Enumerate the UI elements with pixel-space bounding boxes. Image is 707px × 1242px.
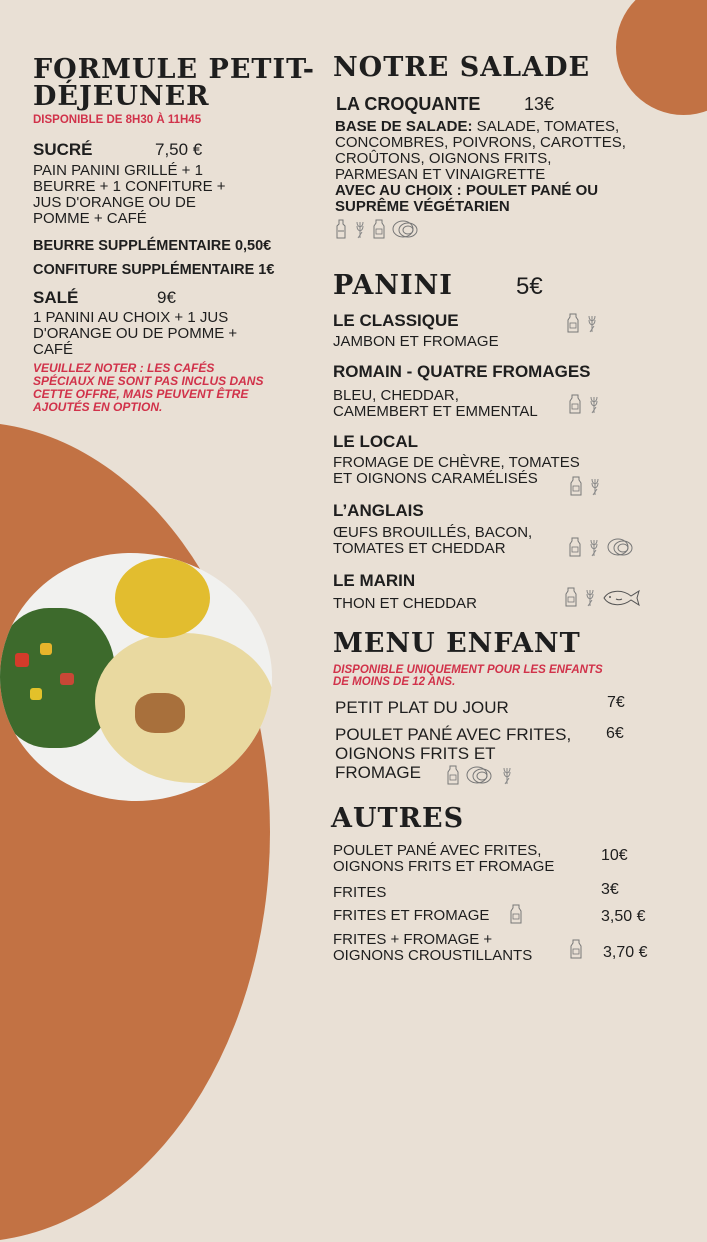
salad-section [333,54,663,244]
item-price: 7,50 € [155,140,203,159]
item-name: SUCRÉ [33,140,93,159]
decorative-arc [0,422,270,1242]
allergen-icons [567,394,602,414]
name-line: POULET PANÉ AVEC FRITES, [335,725,572,744]
mustard-icon [333,219,349,239]
milk-icon [563,587,579,607]
wheat-icon [582,587,598,607]
desc-line: ET OIGNONS CARAMÉLISÉS [333,470,538,487]
egg-icon [464,765,496,785]
milk-icon [567,394,583,414]
desc-line: PAIN PANINI GRILLÉ + 1 [33,162,203,179]
others-item [333,881,663,901]
milk-icon [445,765,461,785]
kids-section [333,630,663,688]
coffee-note [33,362,328,414]
allergen-icons [508,904,524,924]
pepper-graphic [30,688,42,700]
panini-header [333,272,663,301]
desc-line: PARMESAN ET VINAIGRETTE [335,166,546,183]
name-line: POULET PANÉ AVEC FRITES, [333,842,542,859]
tomato-graphic [15,653,29,667]
item-name: SALÉ [33,288,79,307]
title-line: FORMULE PETIT- [33,54,315,85]
desc-line: D'ORANGE OU DE POMME + [33,325,238,342]
savory-header [33,288,328,308]
item-price: 3,70 € [603,944,648,961]
desc-line: ŒUFS BROUILLÉS, BACON, [333,524,533,541]
panini-item [333,311,663,350]
note-line: VEUILLEZ NOTER : LES CAFÉS [33,361,215,375]
note-line: DISPONIBLE UNIQUEMENT POUR LES ENFANTS [333,664,603,676]
desc-line: JUS D'ORANGE OU DE [33,194,196,211]
sweet-header [33,140,328,160]
milk-icon [565,313,581,333]
note-line: DE MOINS DE 12 ANS. [333,676,456,688]
others-item [333,908,663,924]
item-description [333,119,663,215]
note-line: SPÉCIAUX NE SONT PAS INCLUS DANS [33,374,264,388]
wheat-icon [584,313,600,333]
desc-line: TOMATES ET CHEDDAR [333,540,506,557]
others-item [333,843,663,875]
item-price: 9€ [157,288,176,307]
title-line: DÉJEUNER [33,81,210,112]
kids-item [335,694,665,718]
item-name: LE LOCAL [333,432,418,451]
dish-photo [0,553,272,801]
item-description [33,310,328,358]
allergen-icons [568,939,584,959]
base-label: BASE DE SALADE: [335,118,473,135]
desc-line: CAMEMBERT ET EMMENTAL [333,403,538,420]
item-name: PETIT PLAT DU JOUR [335,698,509,717]
item-description: JAMBON ET FROMAGE [333,333,499,350]
item-description [333,388,663,420]
name-line: OIGNONS CROUSTILLANTS [333,947,533,964]
item-name: L’ANGLAIS [333,501,424,520]
item-name: LE MARIN [333,571,416,590]
item-name: LA CROQUANTE [336,94,481,114]
allergen-icons [333,219,422,239]
name-line: FROMAGE [335,763,421,782]
wheat-icon [586,394,602,414]
others-item [333,932,663,964]
allergen-icons [567,537,637,557]
milk-icon [371,219,387,239]
item-price: 3,50 € [601,908,646,925]
tomato-graphic [60,673,74,685]
desc-line: BEURRE + 1 CONFITURE + [33,178,226,195]
wheat-icon [499,765,515,785]
others-section [331,805,661,832]
item-description [33,163,328,227]
salad-title: NOTRE SALADE [333,52,591,83]
item-name: FRITES [333,884,387,901]
kids-item [335,725,665,782]
breakfast-title [33,56,328,110]
salad-graphic [0,608,115,748]
panini-price: 5€ [516,273,543,300]
desc-line: CROÛTONS, OIGNONS FRITS, [335,150,552,167]
panini-title: PANINI [333,270,453,301]
item-description: THON ET CHEDDAR [333,595,477,612]
milk-icon [508,904,524,924]
panini-item [333,571,663,612]
milk-icon [568,476,584,496]
item-price: 6€ [606,725,624,742]
item-name: FRITES ET FROMAGE [333,907,490,924]
desc-line: CAFÉ [33,341,74,358]
item-price: 10€ [601,847,628,864]
wheat-icon [352,219,368,239]
allergen-icons [568,476,603,496]
note-line: CETTE OFFRE, MAIS PEUVENT ÊTRE [33,387,249,401]
panini-item [333,432,663,487]
wheat-icon [587,476,603,496]
milk-icon [568,939,584,959]
desc-line: SALADE, TOMATES, [472,118,620,135]
choice-line: SUPRÊME VÉGÉTARIEN [335,198,510,215]
availability-note: DISPONIBLE DE 8H30 À 11H45 [33,114,202,126]
salad-header [333,94,663,115]
panini-section [333,272,663,301]
name-line: OIGNONS FRITS ET FROMAGE [333,858,555,875]
rice-graphic [115,558,210,638]
extras [33,234,328,282]
panini-item [333,501,663,557]
egg-icon [605,537,637,557]
allergen-icons [445,765,515,785]
choice-line: AVEC AU CHOIX : POULET PANÉ OU [335,182,599,199]
wheat-icon [586,537,602,557]
item-price: 13€ [524,94,555,114]
kids-title: MENU ENFANT [333,628,581,659]
item-price: 3€ [601,881,619,898]
allergen-icons [563,587,645,607]
milk-icon [567,537,583,557]
desc-line: POMME + CAFÉ [33,210,147,227]
item-name: LE CLASSIQUE [333,311,459,330]
breakfast-section [33,56,328,414]
panini-item [333,362,663,420]
allergen-icons [565,313,600,333]
pepper-graphic [40,643,52,655]
extra-line: CONFITURE SUPPLÉMENTAIRE 1€ [33,262,275,278]
desc-line: CONCOMBRES, POIVRONS, CAROTTES, [335,134,626,151]
name-line: FRITES + FROMAGE + [333,931,493,948]
kids-note [333,664,663,688]
egg-icon [390,219,422,239]
item-price: 7€ [607,694,625,711]
note-line: AJOUTÉS EN OPTION. [33,400,163,414]
name-line: OIGNONS FRITS ET [335,744,496,763]
breaded-chicken-graphic [135,693,185,733]
desc-line: 1 PANINI AU CHOIX + 1 JUS [33,309,229,326]
item-name: ROMAIN - QUATRE FROMAGES [333,362,591,381]
fish-icon [601,587,645,607]
item-description [333,455,663,487]
desc-line: BLEU, CHEDDAR, [333,387,459,404]
others-title: AUTRES [331,803,465,834]
extra-line: BEURRE SUPPLÉMENTAIRE 0,50€ [33,238,272,254]
desc-line: FROMAGE DE CHÈVRE, TOMATES [333,454,580,471]
